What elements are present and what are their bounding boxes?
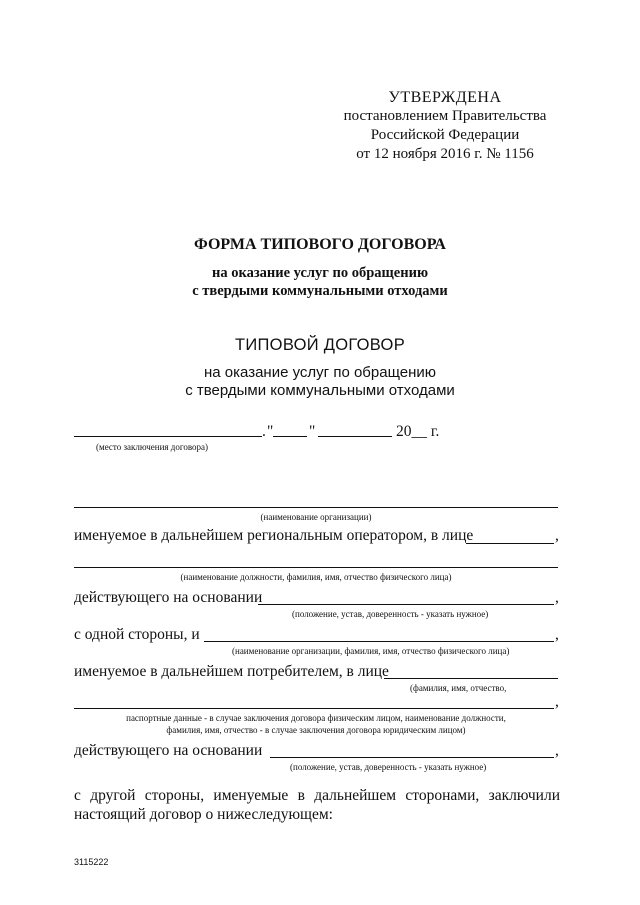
date-quote-open: " bbox=[267, 423, 274, 440]
contract-subtitle-line-1: на оказание услуг по обращению bbox=[204, 364, 436, 381]
passport-note-line-2: фамилия, имя, отчество - в случае заключения договора юридическим лицом) bbox=[166, 725, 466, 735]
approval-line-2: Российской Федерации bbox=[370, 127, 520, 143]
date-dot: . bbox=[262, 423, 266, 440]
approval-line-1: постановлением Правительства bbox=[343, 108, 547, 124]
place-note: (место заключения договора) bbox=[96, 442, 209, 452]
basis-comma: , bbox=[555, 589, 559, 606]
operator-person-field[interactable] bbox=[466, 543, 554, 544]
place-field[interactable] bbox=[74, 436, 262, 437]
approval-line-3: от 12 ноября 2016 г. № 1156 bbox=[356, 146, 534, 162]
passport-note-line-1: паспортные данные - в случае заключения договора физическим лицом, наименование должности, bbox=[126, 713, 506, 723]
basis2-note: (положение, устав, доверенность - указать нужное) bbox=[290, 762, 487, 772]
basis-text: действующего на основании bbox=[74, 589, 263, 606]
counterparty-comma: , bbox=[555, 626, 559, 643]
position-field[interactable] bbox=[74, 567, 558, 568]
organization-field[interactable] bbox=[74, 507, 558, 508]
basis-note: (положение, устав, доверенность - указать нужное) bbox=[292, 609, 489, 619]
contract-subtitle bbox=[0, 364, 640, 400]
basis2-field[interactable] bbox=[270, 757, 554, 758]
form-subtitle-line-2: с твердыми коммунальными отходами bbox=[192, 283, 448, 299]
fio-note: (фамилия, имя, отчество, bbox=[410, 683, 507, 693]
approval-block bbox=[340, 88, 550, 164]
passport-comma: , bbox=[555, 693, 559, 710]
closing-paragraph: с другой стороны, именуемые в дальнейшем сторонами, заключили настоящий договор о нижеследующем: bbox=[74, 787, 560, 823]
basis2-comma: , bbox=[555, 742, 559, 759]
contract-subtitle-line-2: с твердыми коммунальными отходами bbox=[185, 382, 455, 399]
form-title: ФОРМА ТИПОВОГО ДОГОВОРА bbox=[194, 236, 446, 253]
operator-text: именуемое в дальнейшем региональным оператором, в лице bbox=[74, 527, 474, 544]
approval-head: УТВЕРЖДЕНА bbox=[388, 89, 502, 106]
counterparty-field[interactable] bbox=[204, 641, 554, 642]
date-quote-close: " bbox=[309, 423, 316, 440]
document-code: 3115222 bbox=[74, 857, 109, 867]
passport-note bbox=[74, 712, 558, 736]
one-side-text: с одной стороны, и bbox=[74, 626, 200, 643]
operator-comma: , bbox=[555, 527, 559, 544]
position-note: (наименование должности, фамилия, имя, отчество физического лица) bbox=[180, 572, 452, 582]
consumer-person-field[interactable] bbox=[384, 678, 558, 679]
month-field[interactable] bbox=[318, 436, 392, 437]
day-field[interactable] bbox=[273, 436, 307, 437]
form-subtitle bbox=[0, 264, 640, 300]
counterparty-note: (наименование организации, фамилия, имя, отчество физического лица) bbox=[232, 646, 510, 656]
consumer-text: именуемое в дальнейшем потребителем, в лице bbox=[74, 663, 389, 680]
form-subtitle-line-1: на оказание услуг по обращению bbox=[211, 265, 429, 281]
basis-field[interactable] bbox=[258, 604, 554, 605]
organization-note: (наименование организации) bbox=[260, 512, 372, 522]
year-label: 20__ г. bbox=[396, 423, 440, 440]
contract-title: ТИПОВОЙ ДОГОВОР bbox=[234, 336, 405, 354]
passport-field[interactable] bbox=[74, 708, 554, 709]
basis2-text: действующего на основании bbox=[74, 742, 263, 759]
